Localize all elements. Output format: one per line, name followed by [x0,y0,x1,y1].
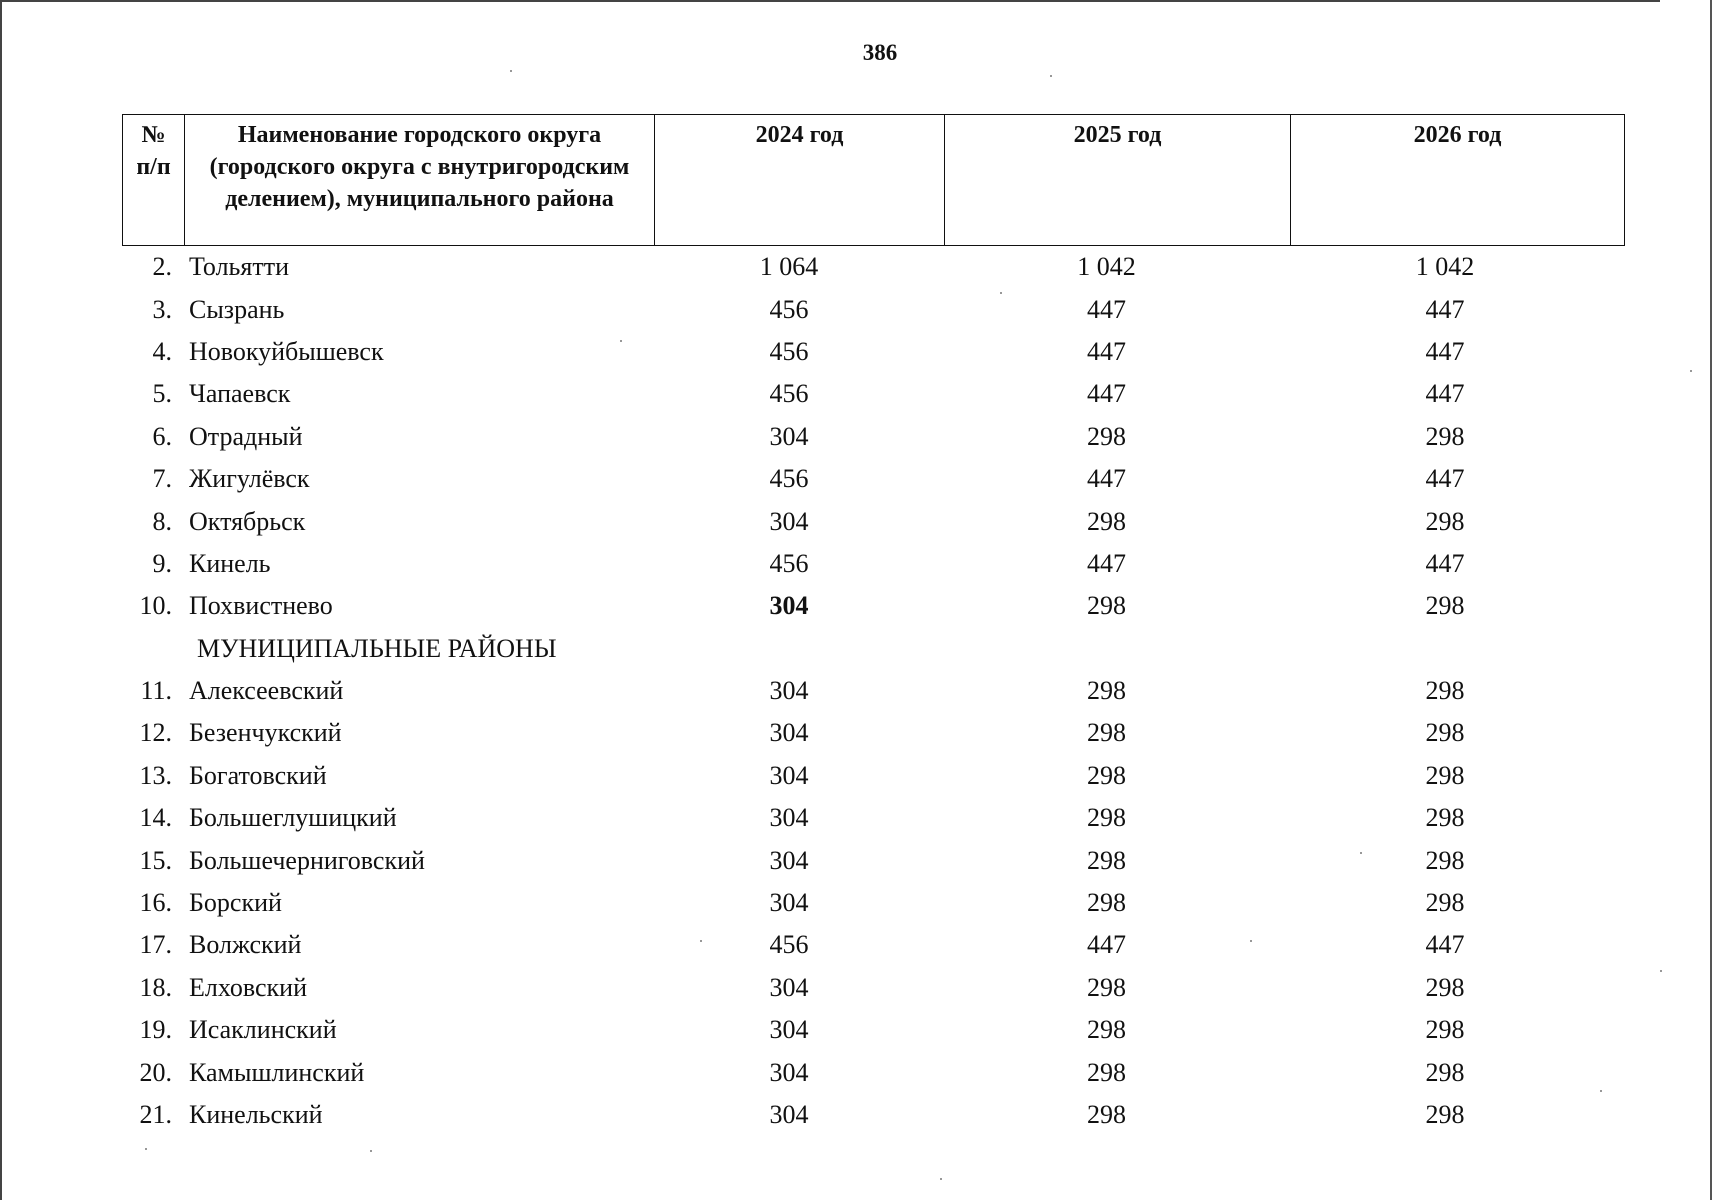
value-2025: 298 [1087,676,1126,706]
scan-speck [1250,940,1252,942]
value-2025: 298 [1087,972,1126,1002]
value-2026: 298 [1425,1057,1465,1087]
row-number: 12. [139,718,172,748]
table-row [122,416,1624,458]
scan-edge-right [1710,0,1712,1200]
table-row [122,373,1624,415]
table-row [122,755,1624,797]
value-2026: 298 [1425,972,1465,1002]
value-2025: 298 [1087,506,1126,536]
table-row [122,924,1624,966]
row-name: Исаклинский [189,1015,337,1045]
value-2026: 298 [1425,718,1465,748]
row-name: Елховский [189,972,307,1002]
value-2026: 298 [1425,760,1465,790]
table-row [122,585,1624,627]
row-name: Камышлинский [189,1057,365,1087]
row-number: 17. [139,930,172,960]
value-2025: 447 [1087,379,1126,409]
row-name: Кинельский [189,1100,323,1129]
value-2025: 298 [1087,421,1126,451]
value-2024: 304 [769,888,809,918]
value-2025: 447 [1087,464,1126,494]
scan-speck [510,70,512,72]
value-2026: 447 [1425,294,1465,324]
row-name: Большечерниговский [189,845,425,875]
row-name: Алексеевский [189,676,344,706]
value-2024: 304 [769,506,809,536]
value-2024: 456 [769,548,809,578]
value-2025: 298 [1087,591,1126,621]
value-2025: 447 [1087,548,1126,578]
value-2024: 304 [769,1100,809,1129]
table-row [122,543,1624,585]
table-row [122,331,1624,373]
value-2025: 298 [1087,718,1126,748]
value-2024: 304 [769,421,809,451]
table-row [122,1009,1624,1051]
value-2026: 298 [1425,421,1465,451]
header-num: № п/п [123,115,185,246]
rows-municipal-districts [122,670,1624,1136]
table-row [122,1094,1624,1136]
row-number: 18. [139,972,172,1002]
value-2026: 298 [1425,591,1465,621]
header-2026: 2026 год [1291,115,1625,246]
row-number: 8. [152,506,172,536]
value-2025: 298 [1087,845,1126,875]
table-row [122,1051,1624,1093]
scan-speck [1360,852,1362,854]
table-row [122,288,1624,330]
row-name: Октябрьск [189,506,306,536]
value-2026: 298 [1425,888,1465,918]
value-2024: 456 [769,930,809,960]
value-2026: 447 [1425,548,1465,578]
row-number: 20. [139,1057,172,1087]
value-2025: 298 [1087,760,1126,790]
scan-speck [700,940,702,942]
header-2024: 2024 год [655,115,945,246]
value-2024: 304 [769,760,809,790]
value-2024: 304 [769,718,809,748]
value-2024: 304 [769,845,809,875]
value-2026: 447 [1425,930,1465,960]
rows-city-districts [122,246,1624,628]
table-row [122,712,1624,754]
row-name: Кинель [189,548,271,578]
value-2024: 304 [769,591,809,621]
table-row [122,797,1624,839]
scan-speck [1660,970,1662,972]
row-number: 19. [139,1015,172,1045]
value-2024: 456 [769,464,809,494]
value-2025: 447 [1087,930,1126,960]
value-2026: 298 [1425,803,1465,833]
row-name: Борский [189,888,282,918]
row-name: Похвистнево [189,591,333,621]
scan-speck [1050,75,1052,77]
value-2024: 304 [769,803,809,833]
value-2024: 1 064 [759,252,819,282]
value-2024: 304 [769,972,809,1002]
table-body [122,246,1624,1136]
row-number: 7. [152,464,172,494]
row-name: Чапаевск [189,379,291,409]
row-name: Сызрань [189,294,285,324]
row-name: Новокуйбышевск [189,336,384,366]
value-2024: 456 [769,294,809,324]
row-name: Жигулёвск [189,464,310,494]
header-2025: 2025 год [945,115,1291,246]
scan-speck [145,1148,147,1150]
row-number: 3. [152,294,172,324]
value-2026: 298 [1425,1015,1465,1045]
table-row [122,670,1624,712]
value-2025: 298 [1087,1015,1126,1045]
page-number: 386 [862,40,898,65]
row-name: Безенчукский [189,718,342,748]
value-2025: 447 [1087,294,1126,324]
section-heading: МУНИЦИПАЛЬНЫЕ РАЙОНЫ [197,633,557,663]
value-2024: 456 [769,336,809,366]
row-number: 9. [152,548,172,578]
value-2024: 304 [769,676,809,706]
row-number: 13. [139,760,172,790]
value-2026: 1 042 [1415,252,1475,282]
scan-speck [1600,1090,1602,1092]
row-number: 10. [139,591,172,621]
table-row [122,458,1624,500]
row-number: 5. [152,379,172,409]
row-number: 16. [139,888,172,918]
value-2026: 447 [1425,336,1465,366]
row-number: 4. [152,336,172,366]
table-header [122,114,1625,246]
value-2025: 447 [1087,336,1126,366]
scan-speck [1000,292,1002,294]
table-row [122,882,1624,924]
header-row [123,115,1625,246]
scan-speck [620,340,622,342]
value-2025: 298 [1087,888,1126,918]
table-row [122,246,1624,288]
scan-speck [1690,370,1692,372]
value-2026: 298 [1425,676,1465,706]
value-2026: 447 [1425,379,1465,409]
row-name: Богатовский [189,760,327,790]
value-2026: 298 [1425,845,1465,875]
scan-edge-left [0,0,2,1200]
value-2025: 298 [1087,803,1126,833]
row-number: 6. [152,421,172,451]
table-row [122,967,1624,1009]
table-row [122,500,1624,542]
value-2026: 447 [1425,464,1465,494]
table-row [122,839,1624,881]
row-number: 11. [140,676,172,706]
row-name: Волжский [189,930,302,960]
value-2025: 298 [1087,1057,1126,1087]
scan-speck [940,1178,942,1180]
scan-edge-top [0,0,1660,2]
value-2026: 298 [1425,1100,1465,1129]
scan-speck [370,1150,372,1152]
row-number: 2. [152,252,172,282]
row-name: Большеглушицкий [189,803,397,833]
row-number: 21. [139,1100,172,1129]
header-name: Наименование городского округа (городского округа с внутригородским делением), муниципального района [185,115,655,246]
row-name: Отрадный [189,421,303,451]
value-2024: 304 [769,1015,809,1045]
value-2025: 298 [1087,1100,1126,1129]
row-number: 14. [139,803,172,833]
value-2024: 304 [769,1057,809,1087]
value-2024: 456 [769,379,809,409]
value-2026: 298 [1425,506,1465,536]
value-2025: 1 042 [1077,252,1136,282]
row-number: 15. [139,845,172,875]
row-name: Тольятти [189,252,290,282]
